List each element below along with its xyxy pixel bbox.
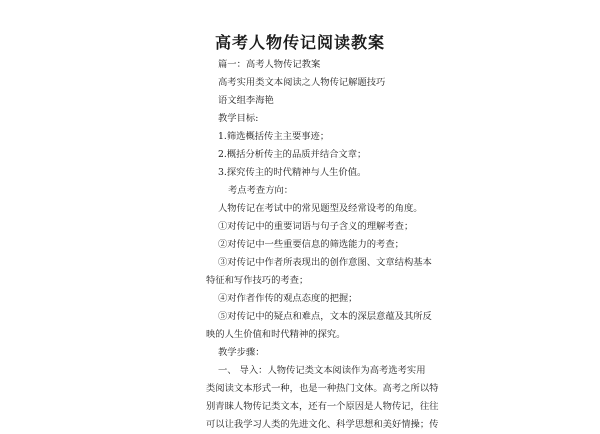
document-title: 高考人物传记阅读教案 [214, 33, 385, 52]
paragraph-line: 类阅读文本形式一种，也是一种热门文体。高考之所以特 [206, 383, 439, 394]
objective-item: 2.概括分析传主的品质并结合文章； [218, 149, 367, 160]
exam-point-item: ①对传记中的重要词语与句子含义的理解考查； [218, 221, 414, 232]
paragraph-line: 可以让我学习人类的先进文化、科学思想和美好情操；传 [206, 419, 439, 430]
objectives-heading: 教学目标: [218, 113, 259, 124]
subtitle-line: 高考实用类文本阅读之人物传记解题技巧 [218, 77, 386, 88]
exam-point-item: ②对传记中一些重要信息的筛选能力的考查； [218, 239, 404, 250]
exam-point-item: ④对作者作传的观点态度的把握； [218, 293, 358, 304]
objective-item: 1.筛选概括传主主要事迹； [218, 131, 330, 142]
document-body [206, 56, 439, 434]
exam-point-continuation: 映的人生价值和时代精神的探究。 [206, 329, 346, 340]
objective-item: 3.探究传主的时代精神与人生价值。 [218, 167, 367, 178]
exam-point-continuation: 特征和写作技巧的考查； [206, 275, 309, 286]
steps-heading: 教学步骤： [218, 347, 265, 358]
exam-point-item: ⑤对传记中的疑点和难点，文本的深层意蕴及其所反 [218, 311, 432, 322]
author-line: 语文组李海艳 [218, 95, 274, 106]
section-heading: 篇一：高考人物传记教案 [218, 59, 321, 70]
paragraph-line: 人物传记在考试中的常见题型及经常设考的角度。 [218, 203, 423, 214]
paragraph-line: 一、 导入：人物传记类文本阅读作为高考选考实用 [218, 365, 426, 376]
paragraph-line: 别青睐人物传记类文本，还有一个原因是人物传记，往往 [206, 401, 439, 412]
exam-focus-heading: 考点考查方向： [228, 185, 294, 196]
exam-point-item: ③对传记中作者所表现出的创作意图、文章结构基本 [218, 257, 432, 268]
